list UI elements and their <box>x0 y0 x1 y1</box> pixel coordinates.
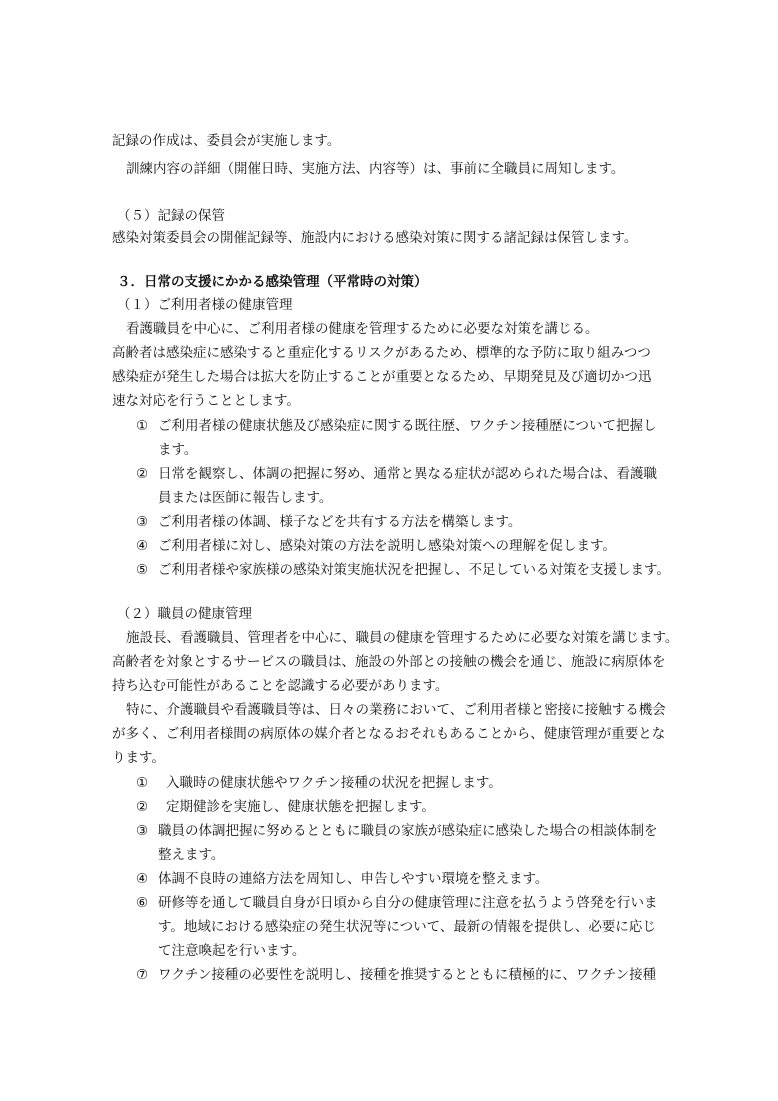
subsection-2-line: 特に、介護職員や看護職員等は、日々の業務において、ご利用者様と密接に接触する機会 <box>126 702 666 718</box>
subsection-2-heading: （２）職員の健康管理 <box>117 606 252 622</box>
list-item-text: 員または医師に報告します。 <box>158 490 333 506</box>
list-item-number: ⑤ <box>136 562 149 578</box>
subsection-1-line: 感染症が発生した場合は拡大を防止することが重要となるため、早期発見及び適切かつ迅 <box>112 369 652 385</box>
list-item-text: 整えます。 <box>158 847 225 863</box>
list-item-number: ④ <box>136 538 149 554</box>
list-item-text: ご利用者様の体調、様子などを共有する方法を構築します。 <box>158 514 522 530</box>
subsection-2-line: ります。 <box>112 750 165 766</box>
subsection-2-line: 施設長、看護職員、管理者を中心に、職員の健康を管理するために必要な対策を講じます。 <box>126 630 679 646</box>
list-item-text: ご利用者様の健康状態及び感染症に関する既往歴、ワクチン接種歴について把握し <box>158 418 657 434</box>
list-item-number: ④ <box>136 871 149 887</box>
list-item-text: ワクチン接種の必要性を説明し、接種を推奨するとともに積極的に、ワクチン接種 <box>158 967 657 983</box>
subsection-1-line: 速な対応を行うこととします。 <box>112 393 300 409</box>
list-item-text: す。地域における感染症の発生状況等について、最新の情報を提供し、必要に応じ <box>158 919 656 935</box>
subsection-1-heading: （１）ご利用者様の健康管理 <box>117 297 293 313</box>
section-5-body: 感染対策委員会の開催記録等、施設内における感染対策に関する諸記録は保管します。 <box>112 230 638 246</box>
list-item-number: ⑦ <box>136 967 149 983</box>
paragraph-record-creation: 記録の作成は、委員会が実施します。 <box>112 133 341 149</box>
subsection-1-line: 看護職員を中心に、ご利用者様の健康を管理するために必要な対策を講じる。 <box>126 321 599 337</box>
list-item-number: ① <box>136 775 149 791</box>
subsection-2-line: 高齢者を対象とするサービスの職員は、施設の外部との接触の機会を通じ、施設に病原体を <box>112 654 666 670</box>
section-5-heading: （５）記録の保管 <box>117 208 225 224</box>
paragraph-training-notice: 訓練内容の詳細（開催日時、実施方法、内容等）は、事前に全職員に周知します。 <box>126 161 625 177</box>
list-item-text: 研修等を通して職員自身が日頃から自分の健康管理に注意を払うよう啓発を行いま <box>158 895 658 911</box>
list-item-number: ③ <box>136 823 149 839</box>
list-item-number: ⑥ <box>136 895 149 911</box>
list-item-text: 体調不良時の連絡方法を周知し、申告しやすい環境を整えます。 <box>158 871 549 887</box>
list-item-text: 入職時の健康状態やワクチン接種の状況を把握します。 <box>166 775 502 791</box>
list-item-number: ① <box>136 418 149 434</box>
list-item-number: ③ <box>136 514 149 530</box>
subsection-1-line: 高齢者は感染症に感染すると重症化するリスクがあるため、標準的な予防に取り組みつつ <box>112 345 651 361</box>
list-item-number: ② <box>136 466 149 482</box>
list-item-text: ご利用者様や家族様の感染対策実施状況を把握し、不足している対策を支援します。 <box>158 562 670 578</box>
list-item-text: ご利用者様に対し、感染対策の方法を説明し感染対策への理解を促します。 <box>158 538 616 554</box>
list-item-number: ② <box>136 799 149 815</box>
list-item-text: 職員の体調把握に努めるとともに職員の家族が感染症に感染した場合の相談体制を <box>158 823 658 839</box>
subsection-2-line: 持ち込む可能性があることを認識する必要があります。 <box>112 678 449 694</box>
subsection-2-line: が多く、ご利用者様間の病原体の媒介者となるおそれもあることから、健康管理が重要とな <box>112 726 666 742</box>
list-item-text: 定期健診を実施し、健康状態を把握します。 <box>166 799 435 815</box>
list-item-text: ます。 <box>158 442 198 458</box>
list-item-text: 日常を観察し、体調の把握に努め、通常と異なる症状が認められた場合は、看護職 <box>158 466 657 482</box>
section-3-heading: ３．日常の支援にかかる感染管理（平常時の対策） <box>117 274 428 290</box>
list-item-text: て注意喚起を行います。 <box>158 943 306 959</box>
